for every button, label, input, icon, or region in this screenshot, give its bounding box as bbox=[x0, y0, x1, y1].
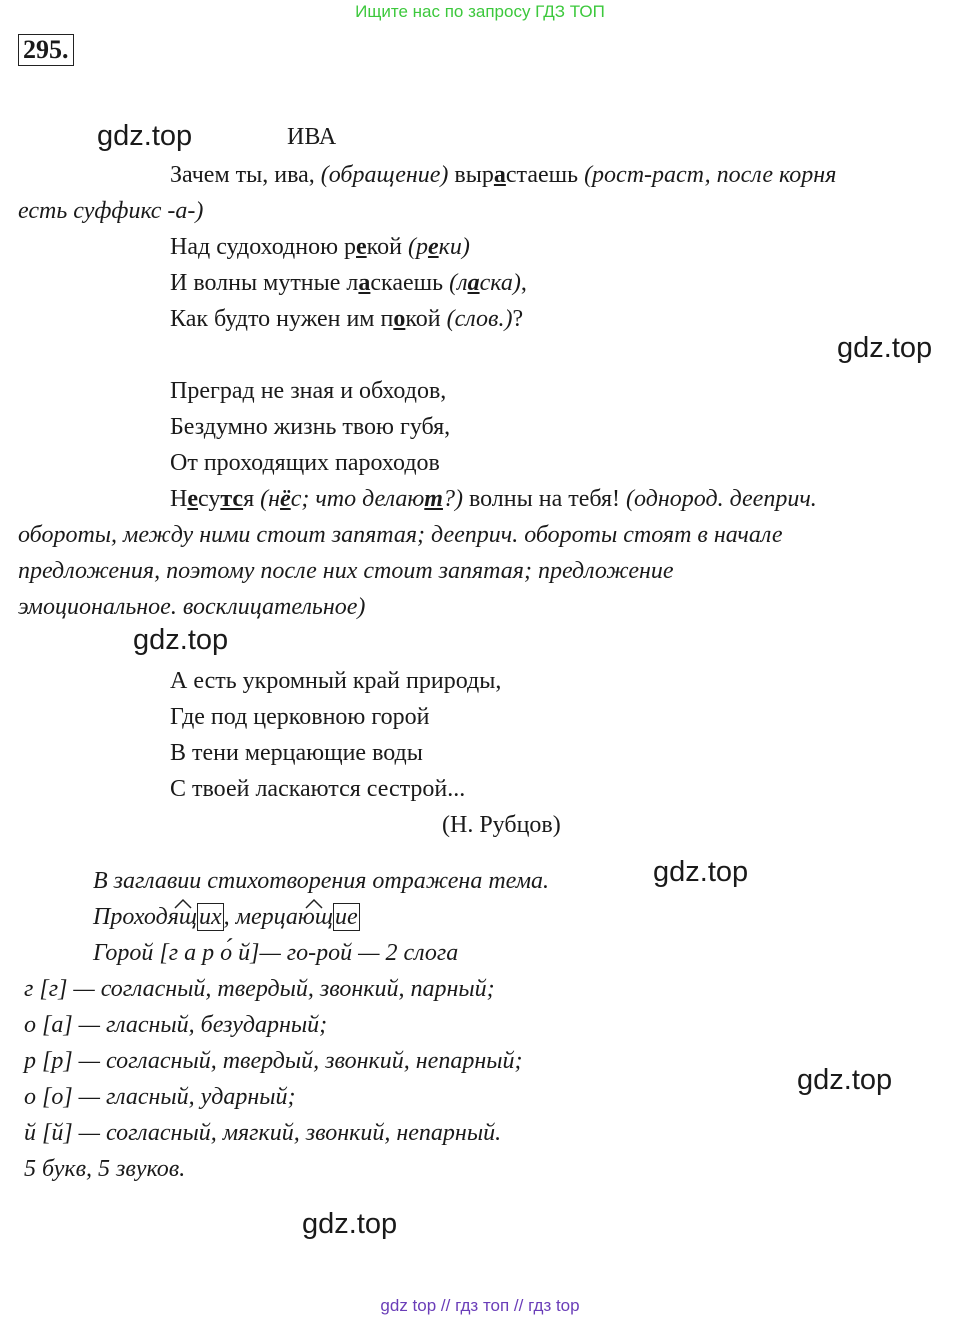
footer-links[interactable]: gdz top // гдз топ // гдз top bbox=[380, 1296, 580, 1315]
phonetic-header: Горой [г а р о́ й]— го-рой — 2 слога bbox=[93, 940, 459, 966]
watermark: gdz.top bbox=[133, 624, 229, 656]
poem-line: Как будто нужен им покой (слов.)? bbox=[170, 306, 524, 332]
poem-title: ИВА bbox=[287, 124, 337, 150]
poem-line: Преград не зная и обходов, bbox=[170, 378, 447, 404]
suffix-mark-icon bbox=[236, 898, 346, 910]
poem-line: В тени мерцающие воды bbox=[170, 740, 423, 766]
phonetic-line: й [й] — согласный, мягкий, звонкий, непарный. bbox=[24, 1120, 502, 1146]
annotation-line: предложения, поэтому после них стоит запятая; предложение bbox=[18, 558, 674, 584]
poem-line: Бездумно жизнь твою губя, bbox=[170, 414, 451, 440]
annotation-line: эмоциональное. восклицательное) bbox=[18, 594, 366, 620]
poem-line: И волны мутные ласкаешь (ласка), bbox=[170, 270, 527, 296]
watermark: gdz.top bbox=[837, 332, 933, 364]
phonetic-summary: 5 букв, 5 звуков. bbox=[24, 1156, 186, 1182]
annotation-line: есть суффикс -а-) bbox=[18, 198, 204, 224]
phonetic-line: о [а] — гласный, безударный; bbox=[24, 1012, 328, 1038]
watermark: gdz.top bbox=[797, 1064, 893, 1096]
poem-line: От проходящих пароходов bbox=[170, 450, 440, 476]
poem-line: Где под церковною горой bbox=[170, 704, 430, 730]
annotation-line: обороты, между ними стоит запятая; дееприч. обороты стоят в начале bbox=[18, 522, 783, 548]
poem-line: С твоей ласкаются сестрой... bbox=[170, 776, 466, 802]
watermark: gdz.top bbox=[302, 1208, 398, 1240]
morpheme-analysis: Проходящих , мерцающие bbox=[93, 904, 360, 931]
poem-line: Над судоходною рекой (реки) bbox=[170, 234, 470, 260]
task-number: 295. bbox=[18, 34, 74, 66]
poem-line: Несутся (нёс; что делают?) волны на тебя! (однород. дееприч. bbox=[170, 486, 817, 512]
watermark: gdz.top bbox=[97, 120, 193, 152]
phonetic-line: г [г] — согласный, твердый, звонкий, парный; bbox=[24, 976, 495, 1002]
phonetic-line: р [р] — согласный, твердый, звонкий, непарный; bbox=[24, 1048, 523, 1074]
top-banner[interactable]: Ищите нас по запросу ГДЗ ТОП bbox=[355, 2, 605, 21]
theme-note: В заглавии стихотворения отражена тема. bbox=[93, 868, 550, 894]
poem-line: Зачем ты, ива, (обращение) вырастаешь (рост-раст, после корня bbox=[170, 162, 837, 188]
poem-line: А есть укромный край природы, bbox=[170, 668, 502, 694]
phonetic-line: о [о] — гласный, ударный; bbox=[24, 1084, 296, 1110]
suffix-mark-icon bbox=[93, 898, 203, 910]
watermark: gdz.top bbox=[653, 856, 749, 888]
poem-author: (Н. Рубцов) bbox=[442, 812, 561, 838]
